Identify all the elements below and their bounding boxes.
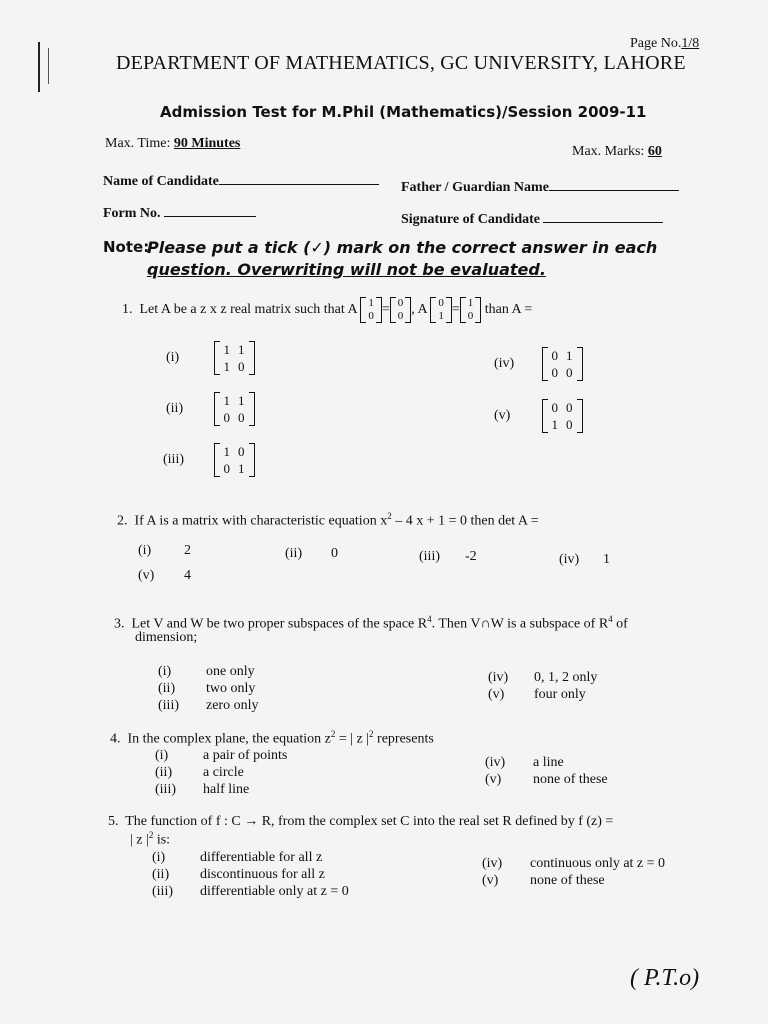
pto-handwritten: ( P.T.o) bbox=[630, 965, 700, 991]
max-marks: Max. Marks: 60 bbox=[572, 144, 662, 159]
q5-option-v[interactable]: (v) none of these bbox=[482, 873, 605, 888]
max-time: Max. Time: 90 Minutes bbox=[105, 136, 241, 151]
candidate-name-field[interactable]: Name of Candidate bbox=[103, 172, 379, 190]
q5-option-ii[interactable]: (ii) discontinuous for all z bbox=[152, 867, 325, 882]
q2-option-ii[interactable]: (ii) 0 bbox=[285, 546, 338, 561]
question-3: 3. Let V and W be two proper subspaces of the space $R^4$. Then V∩W is a subspace of $R^4$ of bbox=[114, 614, 628, 632]
q4-option-iii[interactable]: (iii) half line bbox=[155, 782, 250, 797]
question-5: 5. The function of f : C → R, from the complex set C into the real set R defined by f (z) = bbox=[108, 814, 614, 829]
binding-mark bbox=[38, 42, 40, 92]
q5-option-iii[interactable]: (iii) differentiable only at z = 0 bbox=[152, 884, 349, 899]
question-2: 2. If A is a matrix with characteristic equation $x^2 - 4$ x + 1 = 0 then det A = bbox=[117, 511, 539, 529]
q3-option-v[interactable]: (v) four only bbox=[488, 687, 586, 702]
vector: 1 0 bbox=[460, 297, 482, 323]
q3-option-i[interactable]: (i) one only bbox=[158, 664, 255, 679]
q2-option-iii[interactable]: (iii) -2 bbox=[419, 549, 477, 564]
q1-option-ii[interactable]: (ii) 1 1 0 0 bbox=[166, 392, 255, 426]
q2-option-iv[interactable]: (iv) 1 bbox=[559, 552, 610, 567]
q4-option-i[interactable]: (i) a pair of points bbox=[155, 748, 288, 763]
question-3-line-2: dimension; bbox=[135, 630, 198, 645]
form-no-field[interactable]: Form No. bbox=[103, 204, 256, 222]
vector: 0 1 bbox=[430, 297, 452, 323]
q5-option-i[interactable]: (i) differentiable for all z bbox=[152, 850, 323, 865]
q5-option-iv[interactable]: (iv) continuous only at z = 0 bbox=[482, 856, 666, 871]
q3-option-iii[interactable]: (iii) zero only bbox=[158, 698, 259, 713]
q1-option-v[interactable]: (v) 0 0 1 0 bbox=[494, 399, 583, 433]
q4-option-ii[interactable]: (ii) a circle bbox=[155, 765, 244, 780]
q1-option-iii[interactable]: (iii) 1 0 0 1 bbox=[163, 443, 255, 477]
page-number: Page No.1/8 bbox=[630, 36, 700, 51]
q1-option-iv[interactable]: (iv) 0 1 0 0 bbox=[494, 347, 583, 381]
vector: 0 0 bbox=[390, 297, 412, 323]
q2-option-v[interactable]: (v) 4 bbox=[138, 568, 191, 583]
question-1: 1. Let A be a z x z real matrix such that A 1 0 = 0 0 , A 0 1 = 1 0 than A = bbox=[122, 297, 533, 322]
q4-option-iv[interactable]: (iv) a line bbox=[485, 755, 564, 770]
vector: 1 0 bbox=[360, 297, 382, 323]
department-title: DEPARTMENT OF MATHEMATICS, GC UNIVERSITY, LAHORE bbox=[116, 52, 686, 74]
question-4: 4. In the complex plane, the equation $z^2$ = | z $|^2$ represents bbox=[110, 729, 434, 747]
note-line-2: question. Overwriting will not be evaluated. bbox=[147, 260, 546, 279]
signature-field[interactable]: Signature of Candidate bbox=[401, 210, 663, 228]
note-line-1: Please put a tick (✓) mark on the correct answer in each bbox=[147, 238, 658, 257]
q4-option-v[interactable]: (v) none of these bbox=[485, 772, 608, 787]
question-5-line-2: | z $|^2$ is: bbox=[130, 830, 171, 848]
q3-option-iv[interactable]: (iv) 0, 1, 2 only bbox=[488, 670, 598, 685]
q2-option-i[interactable]: (i) 2 bbox=[138, 543, 191, 558]
test-subtitle: Admission Test for M.Phil (Mathematics)/Session 2009-11 bbox=[160, 103, 647, 121]
binding-mark bbox=[48, 48, 49, 84]
note-label: Note: bbox=[103, 238, 150, 256]
father-name-field[interactable]: Father / Guardian Name bbox=[401, 178, 679, 196]
q1-option-i[interactable]: (i) 1 1 1 0 bbox=[166, 341, 255, 375]
q3-option-ii[interactable]: (ii) two only bbox=[158, 681, 256, 696]
